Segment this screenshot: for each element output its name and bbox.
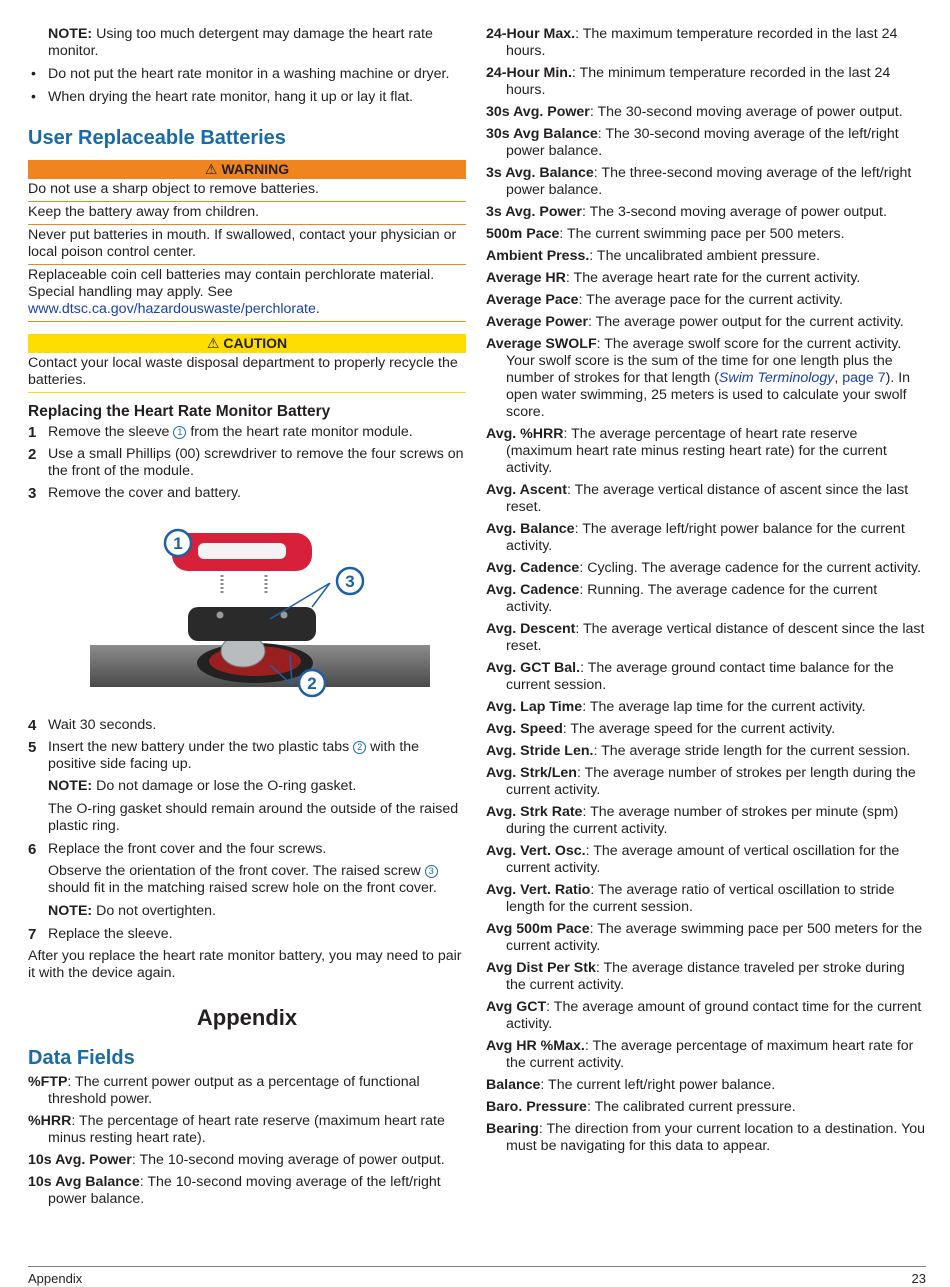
- footer-section: Appendix: [28, 1271, 83, 1286]
- svg-text:2: 2: [307, 674, 317, 693]
- perchlorate-link[interactable]: www.dtsc.ca.gov/hazardouswaste/perchlorate: [28, 301, 316, 317]
- bullet-icon: •: [31, 66, 36, 82]
- field-term: Average HR: [486, 270, 566, 286]
- field-term: Avg Dist Per Stk: [486, 960, 596, 976]
- step-item: 6 Replace the front cover and the four screws.: [28, 841, 327, 858]
- field-description: : The average vertical distance of descent since the last reset.: [506, 621, 925, 654]
- data-field-entry: [486, 165, 926, 199]
- field-description: : The maximum temperature recorded in the last 24 hours.: [506, 26, 898, 59]
- field-term: Avg. Stride Len.: [486, 743, 594, 759]
- caution-banner: ⚠ CAUTION: [28, 334, 466, 353]
- note-text: Using too much detergent may damage the heart rate monitor.: [48, 26, 433, 59]
- field-description: : The average speed for the current activity.: [562, 721, 836, 737]
- footer-divider: [28, 1266, 926, 1267]
- step-item: 3 Remove the cover and battery.: [28, 485, 241, 502]
- after-para: After you replace the heart rate monitor battery, you may need to pair it with the device again.: [28, 948, 462, 981]
- field-description: : The average number of strokes per minute (spm) during the current activity.: [506, 804, 899, 837]
- field-description: : The average heart rate for the current activity.: [565, 270, 861, 286]
- field-description: : The average pace for the current activity.: [578, 292, 843, 308]
- field-term: Ambient Press.: [486, 248, 590, 264]
- field-description: : The current swimming pace per 500 meters.: [559, 226, 845, 242]
- data-field-entry: [486, 1038, 926, 1072]
- field-term: Avg. Cadence: [486, 560, 580, 576]
- field-term: Avg. Descent: [486, 621, 576, 637]
- field-term: Avg. Speed: [486, 721, 563, 737]
- data-field-entry: [486, 126, 926, 160]
- left-field-list: [28, 1074, 466, 1208]
- data-field-entry: [28, 1113, 466, 1147]
- field-term: 500m Pace: [486, 226, 560, 242]
- field-description: : The uncalibrated ambient pressure.: [589, 248, 821, 264]
- field-term: Baro. Pressure: [486, 1099, 587, 1115]
- field-term: Avg. Vert. Osc.: [486, 843, 586, 859]
- data-field-entry: [486, 999, 926, 1033]
- appendix-heading: Appendix: [196, 1005, 298, 1030]
- data-field-entry: [486, 882, 926, 916]
- field-description: : The average power output for the current activity.: [588, 314, 904, 330]
- step6-para: Observe the orientation of the front cover. The raised screw 3 should fit in the matching raised screw hole on the front cover.: [48, 863, 437, 896]
- field-description: : The average ratio of vertical oscillation to stride length for the current session.: [506, 882, 895, 915]
- data-field-entry: [486, 743, 926, 760]
- field-description: : The 10-second moving average of the left/right power balance.: [48, 1174, 441, 1207]
- data-field-entry: [486, 1121, 926, 1155]
- data-field-entry: [486, 248, 926, 265]
- field-description: : Running. The average cadence for the current activity.: [506, 582, 878, 615]
- data-field-entry: [486, 65, 926, 99]
- data-field-entry: [486, 226, 926, 243]
- data-field-entry: [486, 204, 926, 221]
- field-term: Avg. Vert. Ratio: [486, 882, 591, 898]
- field-term: Bearing: [486, 1121, 539, 1137]
- field-term: 10s Avg. Power: [28, 1152, 132, 1168]
- field-term: Avg. Balance: [486, 521, 575, 537]
- right-field-list: [486, 26, 926, 1155]
- note-label: NOTE:: [48, 26, 93, 42]
- field-term: Avg GCT: [486, 999, 547, 1015]
- svg-text:1: 1: [173, 534, 183, 553]
- field-term: Avg. %HRR: [486, 426, 564, 442]
- data-field-entry: [486, 426, 926, 477]
- callout-1-icon: 1: [173, 426, 186, 439]
- field-description: : The minimum temperature recorded in the last 24 hours.: [506, 65, 891, 98]
- warning-triangle-icon: ⚠: [204, 161, 218, 177]
- caution-triangle-icon: ⚠: [206, 335, 220, 351]
- right-column: [486, 26, 926, 1160]
- field-description: : The average percentage of heart rate reserve (maximum heart rate minus resting heart rate) for the current activity.: [506, 426, 887, 476]
- field-term: Average SWOLF: [486, 336, 597, 352]
- field-description: : The 10-second moving average of power output.: [131, 1152, 445, 1168]
- data-field-entry: [486, 560, 926, 577]
- field-term: 3s Avg. Balance: [486, 165, 594, 181]
- batteries-heading: User Replaceable Batteries: [28, 127, 286, 149]
- field-description: : The average left/right power balance for the current activity.: [506, 521, 905, 554]
- step5-para: The O-ring gasket should remain around the outside of the raised plastic ring.: [48, 801, 459, 834]
- data-field-entry: [28, 1152, 466, 1169]
- field-term: 10s Avg Balance: [28, 1174, 140, 1190]
- step-item: 4 Wait 30 seconds.: [28, 717, 157, 734]
- field-term: 24-Hour Min.: [486, 65, 572, 81]
- battery-diagram: [80, 515, 440, 701]
- warning-banner: ⚠ WARNING: [28, 160, 466, 179]
- field-description: : The average stride length for the current session.: [593, 743, 911, 759]
- warning-row: Never put batteries in mouth. If swallowed, contact your physician or local poison control center.: [28, 225, 466, 265]
- callout-3-icon: 3: [425, 865, 438, 878]
- field-description: : The current left/right power balance.: [540, 1077, 776, 1093]
- step-item: 2 Use a small Phillips (00) screwdriver to remove the four screws on the front of the module.: [28, 446, 464, 479]
- data-field-entry: Average SWOLF: The average swolf score for the current activity. Your swolf score is the sum of the time for one length plus the number of strokes for that length (Swim Terminology, page 7). In open water swimming, 25 meters is used to calculate your swolf score.: [486, 336, 911, 420]
- callout-2-icon: 2: [353, 741, 366, 754]
- data-field-entry: [486, 270, 926, 287]
- field-description: : The average distance traveled per stroke during the current activity.: [506, 960, 905, 993]
- bullet-item: • Do not put the heart rate monitor in a washing machine or dryer.: [31, 66, 450, 82]
- data-field-entry: [486, 765, 926, 799]
- field-term: %FTP: [28, 1074, 68, 1090]
- field-description: : The average vertical distance of ascent since the last reset.: [506, 482, 909, 515]
- field-description: : The 30-second moving average of the left/right power balance.: [506, 126, 899, 159]
- field-description: : The average percentage of maximum heart rate for the current activity.: [506, 1038, 914, 1071]
- data-field-entry: [486, 721, 926, 738]
- warning-row: Do not use a sharp object to remove batteries.: [28, 179, 466, 202]
- data-field-entry: [486, 1077, 926, 1094]
- field-term: 24-Hour Max.: [486, 26, 576, 42]
- field-description: : The average swimming pace per 500 meters for the current activity.: [506, 921, 923, 954]
- step6-note: NOTE: Do not overtighten.: [48, 903, 216, 919]
- field-term: %HRR: [28, 1113, 72, 1129]
- data-field-entry: [28, 1074, 466, 1108]
- field-description: : The direction from your current location to a destination. You must be navigating for this data to appear.: [506, 1121, 926, 1154]
- warning-row: Keep the battery away from children.: [28, 202, 466, 225]
- data-field-entry: [486, 292, 926, 309]
- step-item: 7 Replace the sleeve.: [28, 926, 173, 943]
- field-term: Avg. Ascent: [486, 482, 567, 498]
- figure-callout-2: [299, 670, 325, 696]
- data-fields-heading: Data Fields: [28, 1047, 135, 1069]
- replacing-heading: Replacing the Heart Rate Monitor Battery: [28, 403, 331, 420]
- data-field-entry: [486, 921, 926, 955]
- field-description: : The current power output as a percentage of functional threshold power.: [48, 1074, 420, 1107]
- field-term: 30s Avg. Power: [486, 104, 590, 120]
- front-cover: [188, 607, 316, 641]
- step-item: 5 Insert the new battery under the two plastic tabs 2 with the positive side facing up.: [28, 739, 420, 772]
- field-description: : The three-second moving average of the left/right power balance.: [506, 165, 912, 198]
- data-field-entry: [486, 314, 926, 331]
- field-term: Avg. GCT Bal.: [486, 660, 581, 676]
- step-item: 1 Remove the sleeve 1 from the heart rate monitor module.: [28, 424, 413, 441]
- field-description: : Cycling. The average cadence for the current activity.: [579, 560, 922, 576]
- data-field-entry: [486, 482, 926, 516]
- figure-callout-3: [337, 568, 363, 594]
- field-term: Average Pace: [486, 292, 579, 308]
- data-field-entry: [486, 621, 926, 655]
- field-term: Avg. Cadence: [486, 582, 580, 598]
- field-description: : The average amount of ground contact time for the current activity.: [506, 999, 922, 1032]
- caution-row: Contact your local waste disposal department to properly recycle the batteries.: [28, 353, 466, 393]
- data-field-entry: [486, 804, 926, 838]
- field-term: Balance: [486, 1077, 541, 1093]
- figure-callout-1: [165, 530, 191, 556]
- field-term: Avg. Lap Time: [486, 699, 583, 715]
- page-number: 23: [911, 1271, 926, 1286]
- field-description: : The 3-second moving average of power output.: [581, 204, 887, 220]
- field-description: : The average number of strokes per length during the current activity.: [506, 765, 916, 798]
- detergent-note: [48, 26, 466, 60]
- field-description: : The average ground contact time balance for the current session.: [506, 660, 894, 693]
- field-description: : The calibrated current pressure.: [586, 1099, 796, 1115]
- step5-note: NOTE: Do not damage or lose the O-ring gasket.: [48, 778, 357, 794]
- field-description: : The 30-second moving average of power output.: [589, 104, 903, 120]
- data-field-entry: [486, 699, 926, 716]
- field-term: 30s Avg Balance: [486, 126, 598, 142]
- left-column: [28, 26, 466, 1213]
- field-description: : The average lap time for the current activity.: [582, 699, 866, 715]
- field-term: Average Power: [486, 314, 588, 330]
- data-field-entry: [486, 660, 926, 694]
- data-field-entry: [486, 582, 926, 616]
- data-field-entry: [486, 1099, 926, 1116]
- svg-text:3: 3: [345, 572, 355, 591]
- swim-terminology-link[interactable]: Swim Terminology: [718, 370, 835, 386]
- field-description: : The average swolf score for the current activity. Your swolf score is the sum of the time for one length plus the number of strokes for that length (: [506, 336, 902, 386]
- data-field-entry: [486, 26, 926, 60]
- bullet-item: • When drying the heart rate monitor, hang it up or lay it flat.: [31, 89, 414, 105]
- data-field-entry: [486, 104, 926, 121]
- field-term: Avg. Strk/Len: [486, 765, 577, 781]
- data-field-entry: [486, 521, 926, 555]
- field-description: : The average amount of vertical oscillation for the current activity.: [506, 843, 900, 876]
- data-field-entry: [486, 843, 926, 877]
- bullet-icon: •: [31, 89, 36, 105]
- field-term: Avg HR %Max.: [486, 1038, 585, 1054]
- field-term: Avg 500m Pace: [486, 921, 590, 937]
- field-description: : The percentage of heart rate reserve (maximum heart rate minus resting heart rate).: [48, 1113, 445, 1146]
- data-field-entry: [486, 960, 926, 994]
- warning-row-perchlorate: Replaceable coin cell batteries may contain perchlorate material. Special handling may apply. See www.dtsc.ca.gov/hazardouswaste/perchlorate.: [28, 265, 466, 322]
- field-term: 3s Avg. Power: [486, 204, 582, 220]
- data-field-entry: [28, 1174, 466, 1208]
- field-term: Avg. Strk Rate: [486, 804, 583, 820]
- page-7-link[interactable]: page 7: [842, 370, 886, 386]
